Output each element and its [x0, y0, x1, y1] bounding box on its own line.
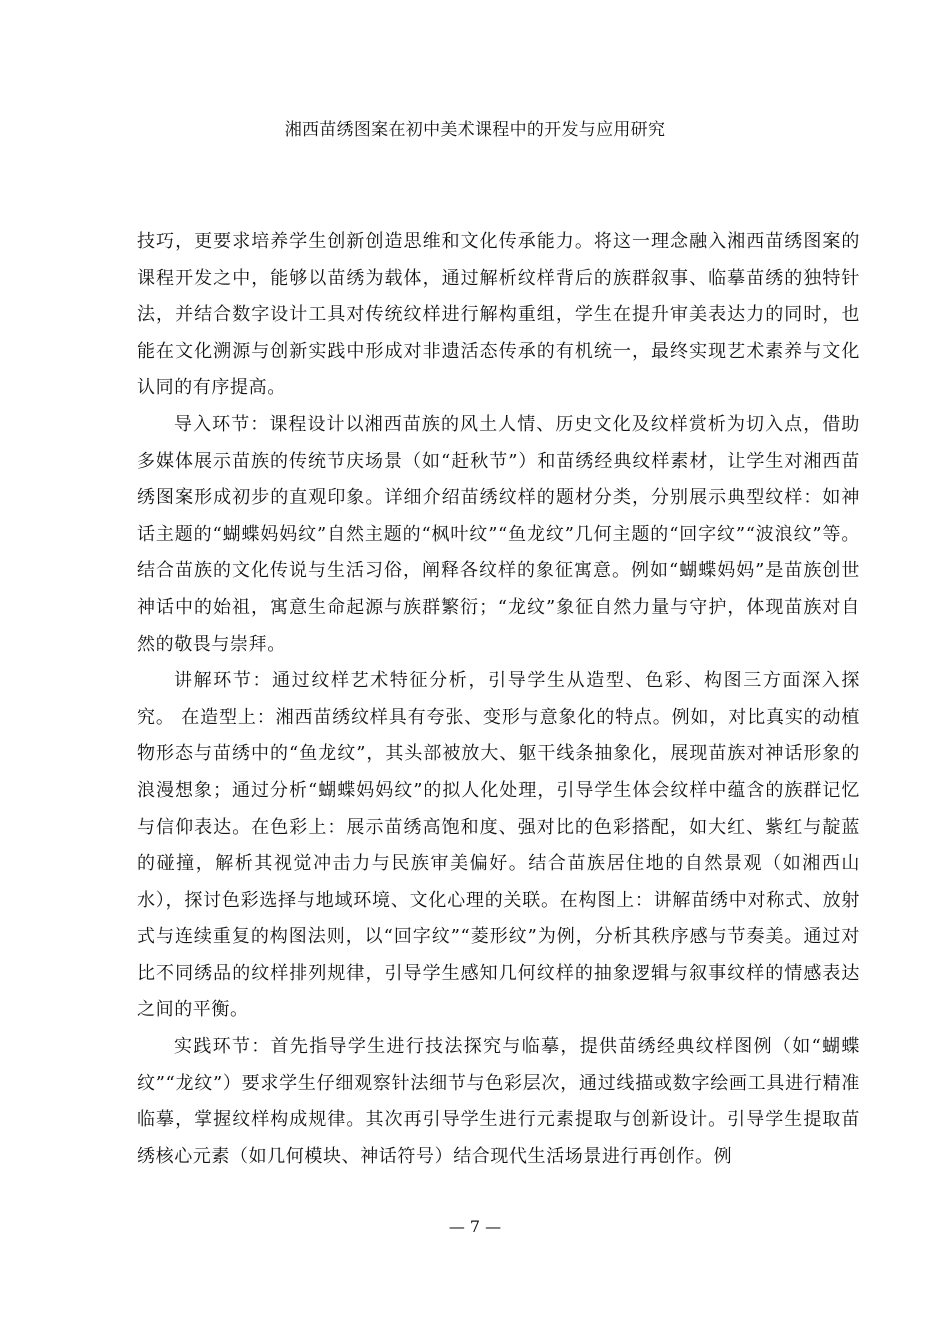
paragraph-continuation: 技巧，更要求培养学生创新创造思维和文化传承能力。将这一理念融入湘西苗绣图案的课程开发之中，能够以苗绣为载体，通过解析纹样背后的族群叙事、临摹苗绣的独特针法，并结合数字设计工具对传统纹样进行解构重组，学生在提升审美表达力的同时，也能在文化溯源与创新实践中形成对非遗活态传承的有机统一，最终实现艺术素养与文化认同的有序提高。: [137, 231, 860, 399]
paragraph-explanation-section: 讲解环节：通过纹样艺术特征分析，引导学生从造型、色彩、构图三方面深入探究。 在造型上：湘西苗绣纹样具有夸张、变形与意象化的特点。例如，对比真实的动植物形态与苗绣中的“鱼龙纹”，其头部被放大、躯干线条抽象化，展现苗族对神话形象的浪漫想象；通过分析“蝴蝶妈妈纹”的拟人化处理，引导学生体会纹样中蕴含的族群记忆与信仰表达。在色彩上：展示苗绣高饱和度、强对比的色彩搭配，如大红、紫红与靛蓝的碰撞，解析其视觉冲击力与民族审美偏好。结合苗族居住地的自然景观（如湘西山水），探讨色彩选择与地域环境、文化心理的关联。在构图上：讲解苗绣中对称式、放射式与连续重复的构图法则，以“回字纹”“菱形纹”为例，分析其秩序感与节奏美。通过对比不同绣品的纹样排列规律，引导学生感知几何纹样的抽象逻辑与叙事纹样的情感表达之间的平衡。: [137, 670, 860, 1021]
paragraph-practice-section: 实践环节：首先指导学生进行技法探究与临摹，提供苗绣经典纹样图例（如“蝴蝶纹”“龙纹”）要求学生仔细观察针法细节与色彩层次，通过线描或数字绘画工具进行精准临摹，掌握纹样构成规律。其次再引导学生进行元素提取与创新设计。引导学生提取苗绣核心元素（如几何模块、神话符号）结合现代生活场景进行再创作。例: [137, 1036, 860, 1167]
page-number: — 7 —: [448, 1217, 502, 1236]
running-header: 湘西苗绣图案在初中美术课程中的开发与应用研究: [284, 120, 666, 140]
body-text: [137, 224, 860, 1175]
paragraph-intro-section: 导入环节：课程设计以湘西苗族的风土人情、历史文化及纹样赏析为切入点，借助多媒体展示苗族的传统节庆场景（如“赶秋节”）和苗绣经典纹样素材，让学生对湘西苗绣图案形成初步的直观印象。详细介绍苗绣纹样的题材分类，分别展示典型纹样：如神话主题的“蝴蝶妈妈纹”自然主题的“枫叶纹”“鱼龙纹”几何主题的“回字纹”“波浪纹”等。结合苗族的文化传说与生活习俗，阐释各纹样的象征寓意。例如“蝴蝶妈妈”是苗族创世神话中的始祖，寓意生命起源与族群繁衍；“龙纹”象征自然力量与守护，体现苗族对自然的敬畏与崇拜。: [137, 413, 860, 655]
